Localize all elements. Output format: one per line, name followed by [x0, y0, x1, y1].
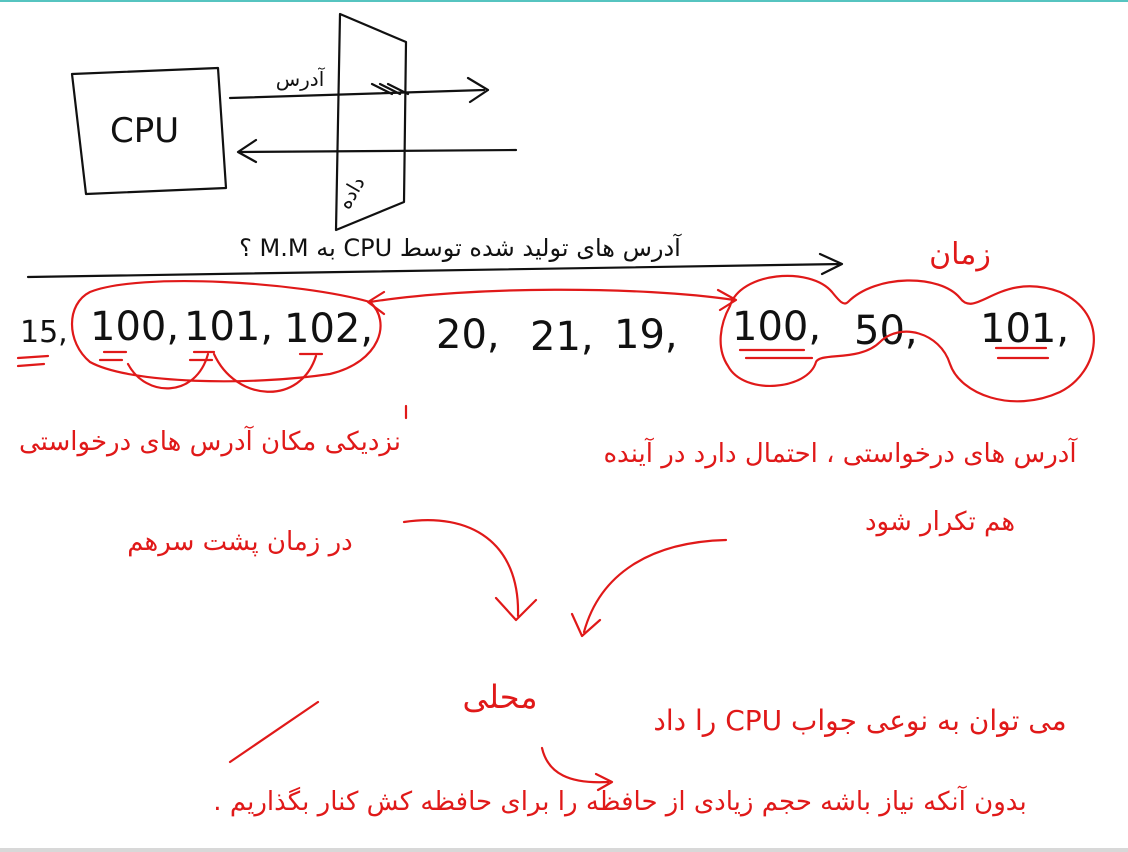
arrow-right-to-center: [572, 540, 726, 636]
seq-100b: 100,: [732, 304, 822, 350]
address-arrow: [230, 78, 488, 102]
center-word: محلی: [462, 678, 538, 716]
seq-20: 20,: [436, 312, 500, 358]
small-arrow: [542, 748, 612, 790]
seq-102: 102,: [284, 306, 374, 352]
address-label: آدرس: [275, 67, 325, 91]
note-left-1: نزدیکی مکان آدرس های درخواستی: [18, 427, 402, 457]
note-left-2: در زمان پشت سرهم: [127, 527, 353, 557]
seq-50: 50,: [854, 308, 918, 354]
bottom-right-note: می توان به نوعی جواب CPU را داد: [653, 704, 1067, 737]
underline-100a: [100, 352, 126, 360]
seq-19: 19,: [614, 312, 678, 358]
note-right-1: آدرس های درخواستی ، احتمال دارد در آینده: [603, 439, 1077, 469]
arrow-left-to-center: [404, 520, 536, 620]
seq-101b: 101,: [980, 306, 1070, 352]
seq-100a: 100,: [90, 304, 180, 350]
underline-101a: [190, 352, 214, 360]
data-label: داده: [332, 171, 370, 214]
data-arrow: [238, 140, 516, 162]
diagonal-stroke: [230, 702, 318, 762]
diagram-svg: [0, 2, 1128, 852]
bottom-edge-line: [0, 848, 1128, 852]
bottom-note: بدون آنکه نیاز باشه حجم زیادی از حافظه را برای حافظه کش کنار بگذاریم .: [213, 787, 1027, 817]
underline-100b: [740, 350, 812, 358]
double-arrow: [368, 290, 736, 314]
note-right-2: هم تکرار شود: [864, 507, 1016, 537]
cpu-label: CPU: [110, 111, 180, 151]
seq-15: 15,: [20, 315, 68, 350]
underline-15: [18, 356, 48, 366]
seq-101a: 101,: [184, 304, 274, 350]
seq-21: 21,: [530, 314, 594, 360]
timeline-label: آدرس های تولید شده توسط CPU به M.M ؟: [239, 234, 681, 262]
time-label: زمان: [929, 237, 991, 272]
arc-101-102: [214, 354, 316, 392]
